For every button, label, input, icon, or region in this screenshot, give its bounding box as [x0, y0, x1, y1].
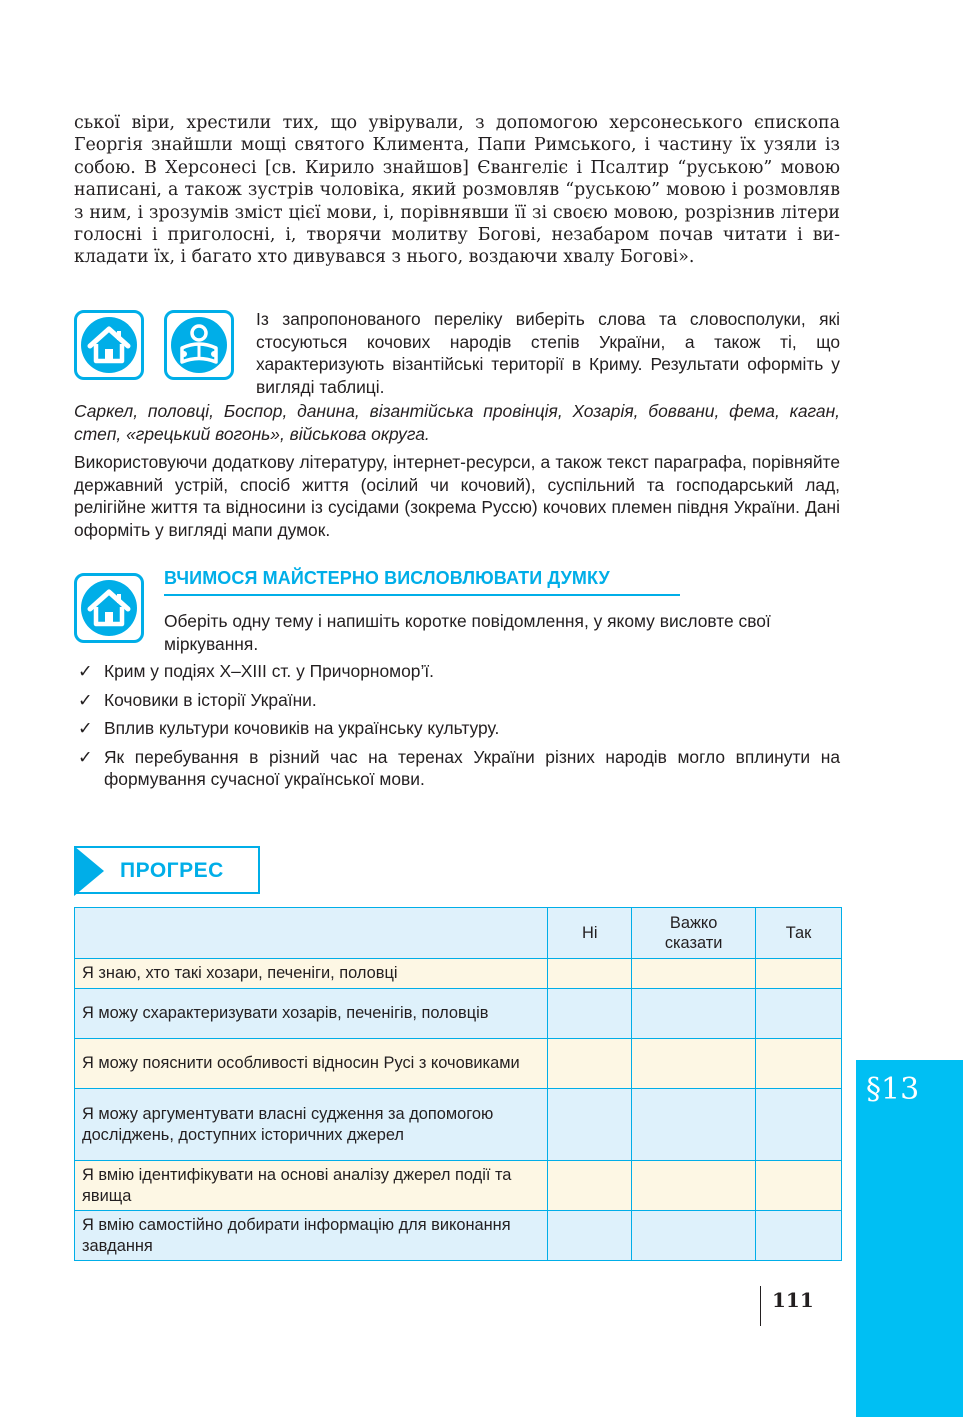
statement-cell: Я можу аргументувати власні судження за допомогою досліджень, доступних історичних джерел: [75, 1089, 548, 1161]
column-header: Важко сказати: [632, 908, 756, 959]
answer-cell-no[interactable]: [548, 959, 632, 989]
skill-intro: Оберіть одну тему і напишіть коротке повідомлення, у якому висловте свої міркування.: [164, 611, 771, 654]
topic-text: Як перебування в різний час на теренах України різних народів могло вплинути на формування сучасної української мови.: [104, 746, 840, 790]
task-select-words: Із запропонованого переліку виберіть слова та словосполуки, які стосуються кочових народів степів України, а також ті, що характеризують візантійські території в Криму. Результати оформіть у вигляді таблиці.: [256, 309, 840, 397]
column-header: [75, 908, 548, 959]
statement-cell: Я можу пояснити особливості відносин Русі з кочовиками: [75, 1039, 548, 1089]
check-icon: ✓: [78, 718, 93, 739]
answer-cell-no[interactable]: [548, 1211, 632, 1261]
answer-cell-unsure[interactable]: [632, 1089, 756, 1161]
statement-cell: Я знаю, хто такі хозари, печеніги, половці: [75, 959, 548, 989]
house-icon: [80, 579, 138, 637]
topic-item: [78, 660, 840, 683]
topic-item: [78, 689, 840, 712]
topic-item: [78, 746, 840, 791]
progress-banner: [74, 846, 260, 894]
table-row: [75, 959, 842, 989]
answer-cell-yes[interactable]: [756, 1211, 842, 1261]
statement-cell: Я вмію ідентифікувати на основі аналізу джерел події та явища: [75, 1161, 548, 1211]
column-header: Так: [756, 908, 842, 959]
answer-cell-no[interactable]: [548, 989, 632, 1039]
section-tab: [856, 1060, 963, 1417]
table-row: [75, 1161, 842, 1211]
page-number-divider: [760, 1286, 761, 1326]
check-icon: ✓: [78, 689, 93, 710]
answer-cell-no[interactable]: [548, 1039, 632, 1089]
answer-cell-yes[interactable]: [756, 989, 842, 1039]
answer-cell-yes[interactable]: [756, 959, 842, 989]
answer-cell-yes[interactable]: [756, 1089, 842, 1161]
answer-cell-unsure[interactable]: [632, 1039, 756, 1089]
page-number: 111: [772, 1288, 814, 1312]
statement-cell: Я вмію самостійно добирати інформацію для виконання завдання: [75, 1211, 548, 1261]
check-icon: ✓: [78, 661, 93, 681]
answer-cell-yes[interactable]: [756, 1039, 842, 1089]
table-row: [75, 989, 842, 1039]
home-task-icon-box: [74, 310, 144, 380]
answer-cell-no[interactable]: [548, 1161, 632, 1211]
progress-title: ПРОГРЕС: [120, 859, 224, 882]
check-icon: ✓: [78, 746, 93, 767]
answer-cell-unsure[interactable]: [632, 989, 756, 1039]
answer-cell-no[interactable]: [548, 1089, 632, 1161]
reader-icon: [170, 316, 228, 374]
answer-cell-unsure[interactable]: [632, 1161, 756, 1211]
answer-cell-unsure[interactable]: [632, 1211, 756, 1261]
quote-paragraph: ської віри, хрестили тих, що увірували, з допомогою херсонеського єпископа Георгія знайшли мощі святого Климента, Папи Римського, і частину їх узяли із собою. В Херсонесі [св. Кирило знайшов] Євангеліє і Псалтир “руською” мовою написані, а також зустрів чоловіка, який розмовляв “руською” мовою і розмовляв з ним, і зрозумів зміст цієї мови, і, порівнявши її зі своєю мовою, розрізнив літери голосні і приголосні, і, творячи молитву Богові, незабаром почав читати і викладати їх, і багато хто дивувався з нього, воздаючи хвалу Богові».: [74, 113, 840, 268]
arrow-icon: [74, 846, 104, 896]
quote-text: [74, 112, 840, 269]
topic-text: Крим у подіях Х–ХІІІ ст. у Причорномор’ї.: [104, 661, 435, 681]
word-list: Саркел, половці, Боспор, данина, візантійська провінція, Хозарія, боввани, фема, каган, степ, «грецький вогонь», військова округа.: [74, 401, 840, 444]
section-number: §13: [866, 1072, 920, 1107]
topic-list: [78, 660, 840, 797]
table-row: [75, 1039, 842, 1089]
topic-text: Кочовики в історії України.: [104, 689, 317, 710]
task-mind-map: Використовуючи додаткову літературу, інтернет-ресурси, а також текст параграфа, порівняйте державний устрій, спосіб життя (осілий чи кочовий), суспільний та господарський лад, релігійне життя та відносини із сусідами (зокрема Руссю) кочових племен півдня України. Дані оформіть у вигляді мапи думок.: [74, 452, 840, 540]
answer-cell-unsure[interactable]: [632, 959, 756, 989]
answer-cell-yes[interactable]: [756, 1161, 842, 1211]
topic-text: Вплив культури кочовиків на українську культуру.: [104, 718, 500, 739]
skill-heading: ВЧИМОСЯ МАЙСТЕРНО ВИСЛОВЛЮВАТИ ДУМКУ: [164, 568, 680, 596]
progress-table: [74, 907, 842, 1261]
table-row: [75, 1089, 842, 1161]
statement-cell: Я можу схарактеризувати хозарів, печенігів, половців: [75, 989, 548, 1039]
topic-item: [78, 717, 840, 740]
column-header: Ні: [548, 908, 632, 959]
home-skill-icon-box: [74, 573, 144, 643]
house-icon: [80, 316, 138, 374]
table-row: [75, 1211, 842, 1261]
table-header-row: [75, 908, 842, 959]
reading-task-icon-box: [164, 310, 234, 380]
